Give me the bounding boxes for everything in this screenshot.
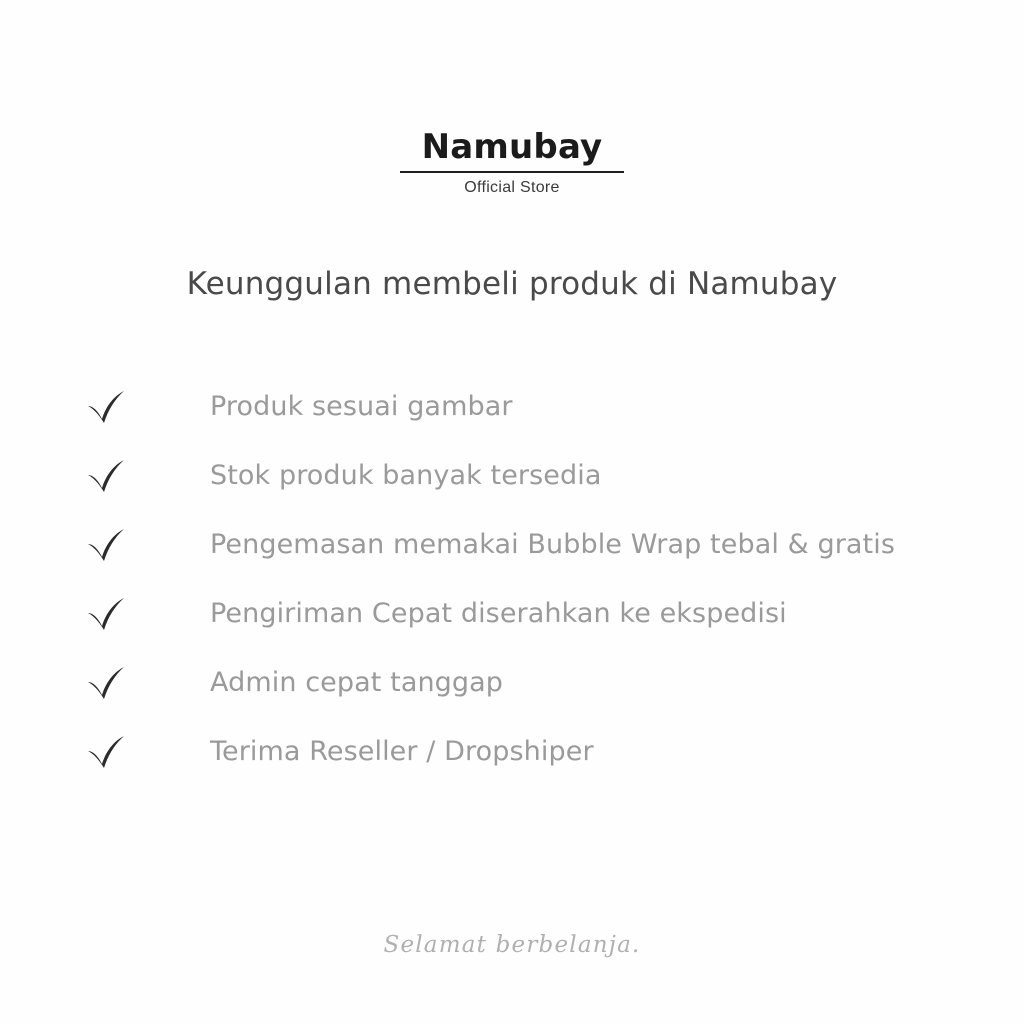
list-item xyxy=(86,510,986,579)
check-icon xyxy=(86,390,142,424)
footer-note: Selamat berbelanja. xyxy=(383,932,641,958)
list-item-label: Stok produk banyak tersedia xyxy=(210,460,602,491)
list-item-label: Produk sesuai gambar xyxy=(210,391,513,422)
list-item xyxy=(86,717,986,786)
check-icon xyxy=(86,528,142,562)
list-item xyxy=(86,648,986,717)
brand-name: Namubay xyxy=(421,127,603,167)
brand-divider xyxy=(400,171,624,173)
list-item-label: Terima Reseller / Dropshiper xyxy=(210,736,594,767)
check-icon xyxy=(86,459,142,493)
list-item xyxy=(86,441,986,510)
check-icon xyxy=(86,666,142,700)
list-item xyxy=(86,372,986,441)
list-item-label: Admin cepat tanggap xyxy=(210,667,504,698)
check-icon xyxy=(86,735,142,769)
check-icon xyxy=(86,597,142,631)
benefits-list xyxy=(86,372,986,786)
list-item-label: Pengiriman Cepat diserahkan ke ekspedisi xyxy=(210,598,787,629)
list-item-label: Pengemasan memakai Bubble Wrap tebal & gratis xyxy=(210,529,895,560)
list-item xyxy=(86,579,986,648)
brand-header xyxy=(0,128,1024,197)
brand-subtitle: Official Store xyxy=(464,179,560,197)
page-title: Keunggulan membeli produk di Namubay xyxy=(186,266,838,302)
